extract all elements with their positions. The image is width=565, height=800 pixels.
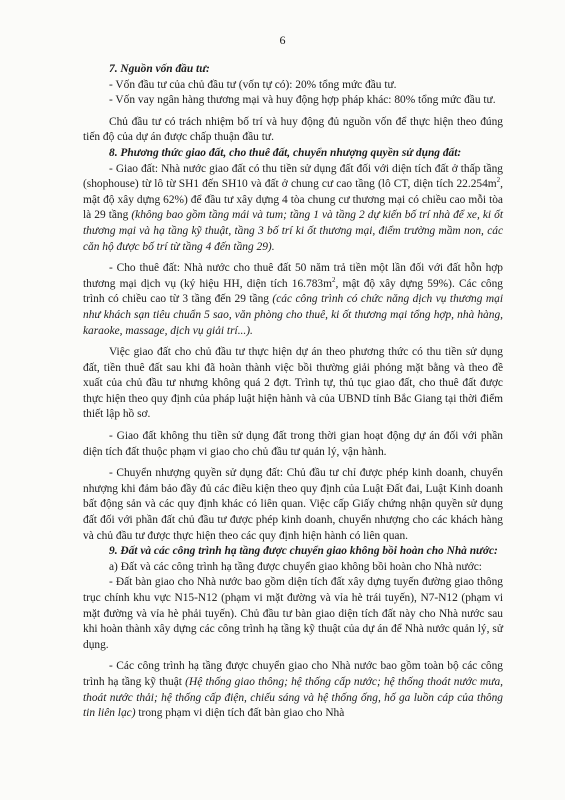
section-7-line-2: - Vốn vay ngân hàng thương mại và huy động hợp pháp khác: 80% tổng mức đầu tư. [109,94,496,107]
section-7-heading: 7. Nguồn vốn đầu tư: [109,63,210,75]
text-run: - Cho thuê đất: Nhà nước cho thuê đất 50 năm trả tiền một lần đối với đất hỗn hợp thương mại dịch vụ (ký hiệu HH, diện tích 16.783m [83,262,503,290]
section-8-land-allocation [83,162,503,256]
section-9-infrastructure [83,659,503,721]
italic-note: (không bao gồm tầng mái và tum; tầng 1 và tầng 2 dự kiến bố trí nhà để xe, ki ốt thương mại và hạ tầng kỹ thuật, tầng 3 bố trí ki ốt thương mại, điểm trường mầm non, các căn hộ được bố trí từ tầng 4 đến tầng 29). [83,209,503,253]
section-8-transfer: - Chuyển nhượng quyền sử dụng đất: Chủ đầu tư chỉ được phép kinh doanh, chuyển nhượng khi đảm bảo đầy đủ các điều kiện theo quy định của Luật Đất đai, Luật Kinh doanh bất động sản và các quy định khác có liên quan. Việc cấp Giấy chứng nhận quyền sử dụng đất đối với phần đất chủ đầu tư được phép kinh doanh, chuyển nhượng cho các khách hàng và chủ đầu tư được thực hiện theo các quy định hiện hành có liên quan. [83,467,503,542]
document-body [83,62,503,722]
section-8-land-lease [83,261,503,339]
section-9-land-handover: - Đất bàn giao cho Nhà nước bao gồm diện tích đất xây dựng tuyến đường giao thông trục chính khu vực N15-N12 (phạm vi mặt đường và vỉa hè trái tuyến), N7-N12 (phạm vi mặt đường và vỉa hè phải tuyến). Chủ đầu tư bàn giao diện tích đất này cho Nhà nước sau khi hoàn thành xây dựng các công trình hạ tầng kỹ thuật của dự án để Nhà nước quản lý, sử dụng. [83,576,503,651]
section-9-subheading-a: a) Đất và các công trình hạ tầng được chuyển giao không bồi hoàn cho Nhà nước: [109,560,482,573]
section-8-free-allocation: - Giao đất không thu tiền sử dụng đất trong thời gian hoạt động dự án đối với phần diện tích đất thuộc phạm vi giao cho chủ đầu tư quản lý, vận hành. [83,430,503,458]
superscript: 2 [331,275,336,284]
superscript: 2 [496,176,501,185]
text-run: , mật độ xây dựng 59%). Các công trình có chiều cao từ 3 tầng đến 29 tầng [83,277,503,306]
text-run: , mật độ xây dựng 62%) để đầu tư xây dựng 4 tòa chung cư thương mại có chiều cao mỗi tòa là 29 tầng [83,178,503,222]
text-run: trong phạm vi diện tích đất bàn giao cho Nhà [135,707,345,720]
italic-note: (Hệ thống giao thông; hệ thống cấp nước; hệ thống thoát nước mưa, thoát nước thải; hệ thống cấp điện, chiếu sáng và hệ thống ống, hố ga luồn cáp của thông tin liên lạc) [83,675,503,720]
section-7-line-1: - Vốn đầu tư của chủ đầu tư (vốn tự có): 20% tổng mức đầu tư. [109,78,397,91]
section-7-paragraph: Chủ đầu tư có trách nhiệm bố trí và huy động đủ nguồn vốn để thực hiện theo đúng tiến độ của dự án được chấp thuận đầu tư. [83,115,503,144]
text-run: - Giao đất: Nhà nước giao đất có thu tiền sử dụng đất đối với diện tích đất ở thấp tầng (shophouse) từ lô từ SH1 đến SH10 và đất ở chung cư cao tầng (lô CT, diện tích 22.254m [83,162,503,191]
italic-note: (các công trình có chức năng dịch vụ thương mại như khách sạn tiêu chuẩn 5 sao, văn phòng cho thuê, ki ốt thương mại tổng hợp, nhà hàng, karaoke, massage, dịch vụ giải trí...). [83,293,503,337]
page-number: 6 [279,33,286,47]
section-8-heading: 8. Phương thức giao đất, cho thuê đất, chuyển nhượng quyền sử dụng đất: [109,146,462,159]
section-8-procedure: Việc giao đất cho chủ đầu tư thực hiện dự án theo phương thức có thu tiền sử dụng đất, tiền thuê đất sau khi đã hoàn thành việc bồi thường giải phóng mặt bằng và theo đề xuất của chủ đầu tư nhưng không quá 2 đợt. Trình tự, thủ tục giao đất, cho thuê đất được thực hiện theo quy định của pháp luật hiện hành và của UBND tỉnh Bắc Giang tại thời điểm thiết lập hồ sơ. [83,346,503,421]
section-9-heading: 9. Đất và các công trình hạ tầng được chuyển giao không bồi hoàn cho Nhà nước: [109,545,498,558]
text-run: - Các công trình hạ tầng được chuyển giao cho Nhà nước bao gồm toàn bộ các công trình hạ tầng kỹ thuật [83,660,503,688]
